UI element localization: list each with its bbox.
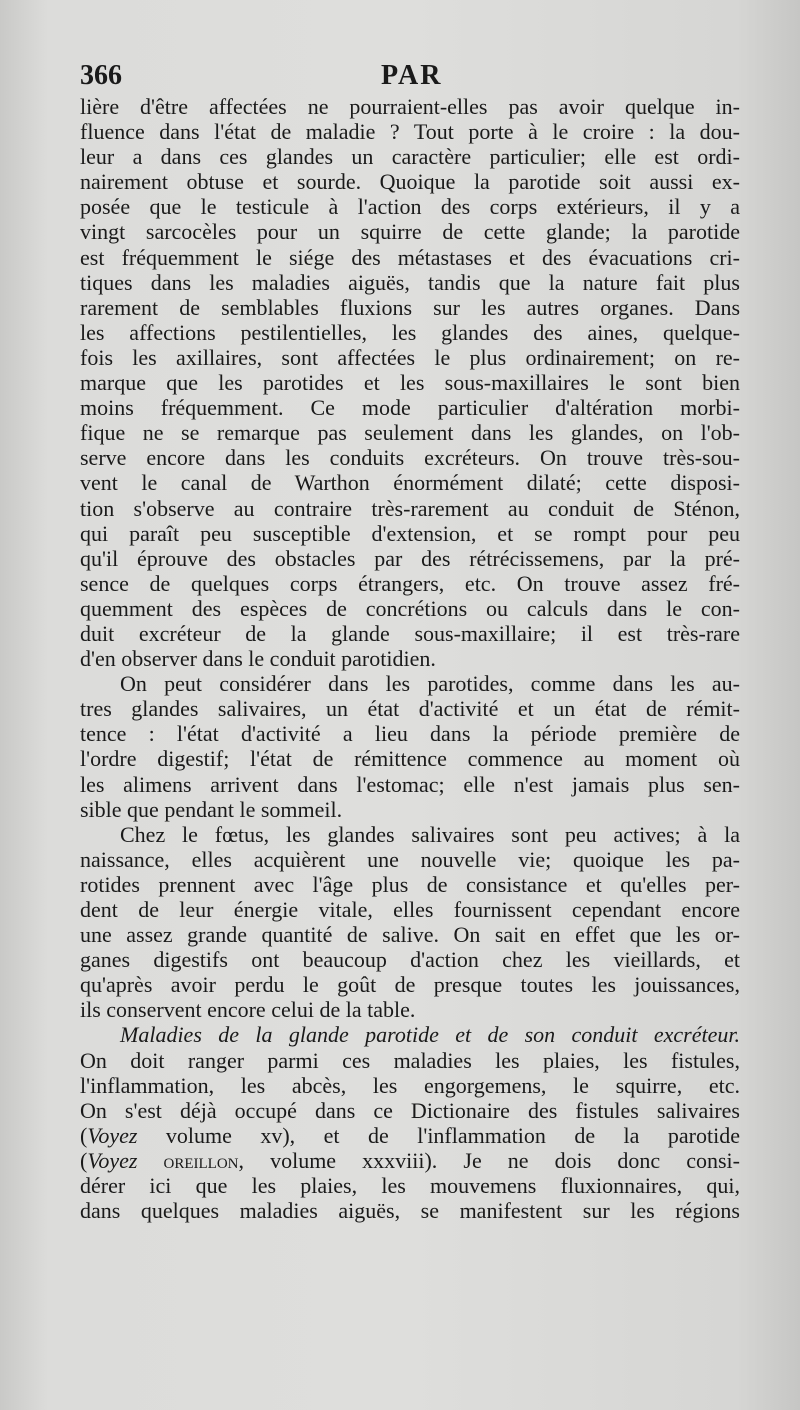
- text-line: dans quelques maladies aiguës, se manifestent sur les régions: [80, 1198, 740, 1224]
- text-line: l'ordre digestif; l'état de rémittence commence au moment où: [80, 746, 740, 772]
- running-head: PAR: [381, 60, 443, 91]
- section-heading: Maladies de la glande parotide et de son conduit excréteur.: [120, 1022, 740, 1048]
- text-line: lière d'être affectées ne pourraient-elles pas avoir quelque in-: [80, 94, 740, 119]
- text-line: fique ne se remarque pas seulement dans les glandes, on l'ob-: [80, 420, 740, 446]
- text-line: ganes digestifs ont beaucoup d'action chez les vieillards, et: [80, 947, 740, 973]
- paragraph-4: [80, 1022, 740, 1223]
- page-number: 366: [80, 60, 122, 91]
- text-line: dérer ici que les plaies, les mouvemens fluxionnaires, qui,: [80, 1173, 740, 1199]
- text-line: On peut considérer dans les parotides, comme dans les au-: [120, 671, 740, 697]
- text-line: (Voyez volume xv), et de l'inflammation de la parotide: [80, 1122, 740, 1148]
- text-line: leur a dans ces glandes un caractère particulier; elle est ordi-: [80, 144, 740, 170]
- text-line: duit excréteur de la glande sous-maxillaire; il est très-rare: [80, 620, 740, 646]
- text-line: tres glandes salivaires, un état d'activité et un état de rémit-: [80, 696, 740, 722]
- text-line: dent de leur énergie vitale, elles fournissent cependant encore: [80, 897, 740, 922]
- text-line: fluence dans l'état de maladie ? Tout porte à le croire : la dou-: [80, 119, 740, 145]
- body-text: [80, 94, 740, 1223]
- text-line: (Voyez oreillon, volume xxxviii). Je ne dois donc consi-: [80, 1147, 740, 1173]
- text-line: quemment des espèces de concrétions ou calculs dans le con-: [80, 595, 740, 621]
- text-line: sence de quelques corps étrangers, etc. On trouve assez fré-: [80, 570, 740, 596]
- text-line: On doit ranger parmi ces maladies les plaies, les fistules,: [80, 1047, 740, 1073]
- text-line: vingt sarcocèles pour un squirre de cette glande; la parotide: [80, 219, 740, 245]
- text-line: marque que les parotides et les sous-maxillaires le sont bien: [80, 370, 740, 396]
- text-line: rotides prennent avec l'âge plus de consistance et qu'elles per-: [80, 871, 740, 897]
- text-line: l'inflammation, les abcès, les engorgemens, le squirre, etc.: [80, 1072, 740, 1098]
- text-line: d'en observer dans le conduit parotidien.: [80, 646, 436, 672]
- text-line: serve encore dans les conduits excréteurs. On trouve très-sou-: [80, 445, 740, 471]
- paragraph-2: [80, 671, 740, 822]
- text-line: qui paraît peu susceptible d'extension, et se rompt pour peu: [80, 520, 740, 546]
- paragraph-1: [80, 94, 740, 671]
- text-line: posée que le testicule à l'action des corps extérieurs, il y a: [80, 194, 740, 220]
- text-line: fois les axillaires, sont affectées le plus ordinairement; on re-: [80, 344, 740, 370]
- text-line: une assez grande quantité de salive. On sait en effet que les or-: [80, 922, 740, 948]
- text-line: rarement de semblables fluxions sur les autres organes. Dans: [80, 294, 740, 320]
- voyez-reference: Voyez: [87, 1122, 138, 1148]
- article-reference: oreillon: [137, 1147, 239, 1173]
- page-header: [80, 60, 740, 96]
- text-line: qu'après avoir perdu le goût de presque toutes les jouissances,: [80, 972, 740, 998]
- text-line: moins fréquemment. Ce mode particulier d'altération morbi-: [80, 395, 740, 421]
- text-line: naissance, elles acquièrent une nouvelle vie; quoique les pa-: [80, 846, 740, 872]
- text-line: Chez le fœtus, les glandes salivaires sont peu actives; à la: [120, 821, 740, 847]
- text-line: On s'est déjà occupé dans ce Dictionaire des fistules salivaires: [80, 1097, 740, 1123]
- text-line: tiques dans les maladies aiguës, tandis que la nature fait plus: [80, 269, 740, 295]
- voyez-reference: Voyez: [87, 1147, 138, 1173]
- text-line: les alimens arrivent dans l'estomac; elle n'est jamais plus sen-: [80, 771, 740, 797]
- text-line: qu'il éprouve des obstacles par des rétrécissemens, par la pré-: [80, 545, 740, 571]
- text-line: sible que pendant le sommeil.: [80, 796, 343, 822]
- text-line: tion s'observe au contraire très-rarement au conduit de Sténon,: [80, 495, 740, 521]
- text-line: tence : l'état d'activité a lieu dans la période première de: [80, 721, 740, 747]
- text-line: ils conservent encore celui de la table.: [80, 997, 416, 1023]
- paragraph-3: [80, 822, 740, 1023]
- text-line: nairement obtuse et sourde. Quoique la parotide soit aussi ex-: [80, 169, 740, 195]
- text-line: les affections pestilentielles, les glandes des aines, quelque-: [80, 319, 740, 345]
- text-line: vent le canal de Warthon énormément dilaté; cette disposi-: [80, 470, 740, 496]
- text-line: est fréquemment le siége des métastases et des évacuations cri-: [80, 244, 740, 270]
